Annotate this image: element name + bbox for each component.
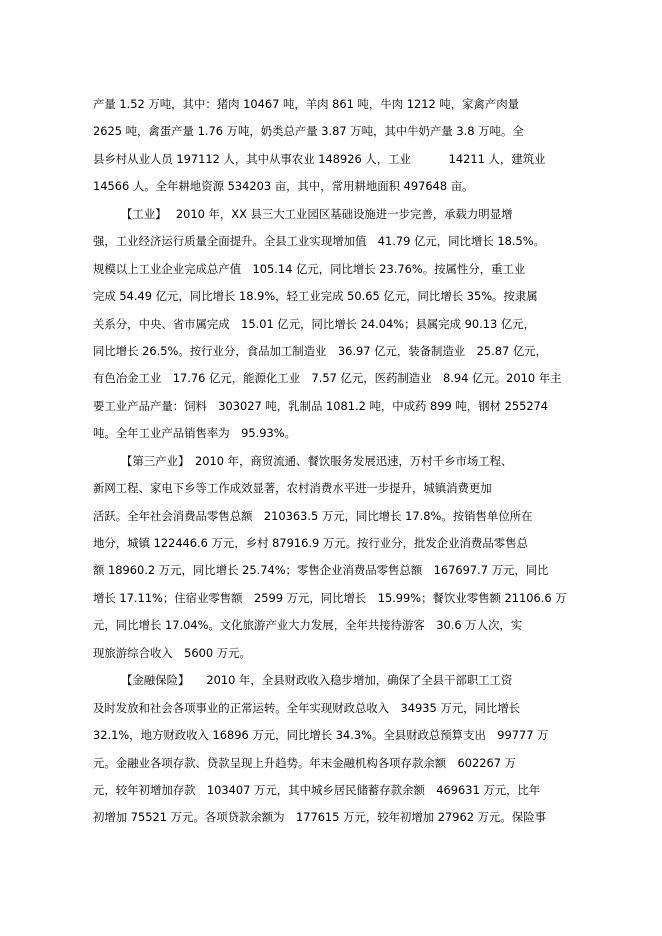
document-body <box>93 94 573 835</box>
paragraph-industry <box>93 204 573 451</box>
text-line: 初增加 75521 万元。各项贷款余额为 177615 万元，较年初增加 27962 万元。保险事 <box>93 810 546 825</box>
paragraph-finance-insurance <box>93 670 573 835</box>
text-line: 2625 吨，禽蛋产量 1.76 万吨，奶类总产量 3.87 万吨，其中牛奶产量 3.8 万吨。全 <box>93 124 524 139</box>
text-line: 额 18960.2 万元，同比增长 25.74%；零售企业消费品零售总额 167697.7 万元，同比 <box>93 563 549 578</box>
text-line: 吨。全年工业产品销售率为 95.93%。 <box>93 426 296 441</box>
text-line: 关系分，中央、省市属完成 15.01 亿元，同比增长 24.04%；县属完成 90.13 亿元， <box>93 316 536 331</box>
text-line: 【第三产业】 2010 年，商贸流通、餐饮服务发展迅速，万村千乡市场工程、 <box>121 453 513 468</box>
text-line: 元，同比增长 17.04%。文化旅游产业大力发展，全年共接待游客 30.6 万人次，实 <box>93 618 523 633</box>
text-line: 地分，城镇 122446.6 万元，乡村 87916.9 万元。按行业分，批发企业消费品零售总 <box>93 536 528 550</box>
text-line: 县乡村从业人员 197112 人，其中从事农业 148926 人，工业 14211 人，建筑业 <box>93 151 546 166</box>
text-line: 元，较年初增加存款 103407 万元，其中城乡居民储蓄存款余额 469631 万元，比年 <box>93 782 541 797</box>
paragraph-agriculture-continuation <box>93 94 573 204</box>
text-line: 32.1%，地方财政收入 16896 万元，同比增长 34.3%。全县财政总预算支出 99777 万 <box>93 728 549 743</box>
text-line: 规模以上工业企业完成总产值 105.14 亿元，同比增长 23.76%。按属性分，重工业 <box>93 261 526 276</box>
text-line: 要工业产品产量：饲料 303027 吨，乳制品 1081.2 吨，中成药 899 吨，钢材 255274 <box>93 398 549 413</box>
text-line: 元。金融业各项存款、贷款呈现上升趋势。年末金融机构各项存款余额 602267 万 <box>93 755 516 770</box>
document-page <box>93 94 573 835</box>
text-line: 产量 1.52 万吨，其中：猪肉 10467 吨，羊肉 861 吨，牛肉 1212 吨，家禽产肉量 <box>93 97 520 111</box>
text-line: 现旅游综合收入 5600 万元。 <box>93 645 251 660</box>
text-line: 有色冶金工业 17.76 亿元，能源化工业 7.57 亿元，医药制造业 8.94 亿元。2010 年主 <box>93 371 562 386</box>
text-line: 14566 人。全年耕地资源 534203 亩，其中，常用耕地面积 497648 亩。 <box>93 179 474 194</box>
text-line: 活跃。全年社会消费品零售总额 210363.5 万元，同比增长 17.8%。按销售单位所在 <box>93 508 533 523</box>
text-line: 同比增长 26.5%。按行业分，食品加工制造业 36.97 亿元，装备制造业 25.87 亿元， <box>93 343 547 358</box>
text-line: 完成 54.49 亿元，同比增长 18.9%，轻工业完成 50.65 亿元，同比增长 35%。按隶属 <box>93 289 538 304</box>
text-line: 【工业】 2010 年，XX 县三大工业园区基础设施进一步完善，承载力明显增 <box>121 206 513 221</box>
paragraph-tertiary-industry <box>93 451 573 671</box>
text-line: 及时发放和社会各项事业的正常运转。全年实现财政总收入 34935 万元，同比增长 <box>93 700 521 715</box>
text-line: 增长 17.11%；住宿业零售额 2599 万元，同比增长 15.99%；餐饮业零售额 21106.6 万 <box>93 590 567 605</box>
text-line: 【金融保险】 2010 年，全县财政收入稳步增加，确保了全县干部职工工资 <box>121 673 513 688</box>
text-line: 新网工程、家电下乡等工作成效显著，农村消费水平进一步提升，城镇消费更加 <box>93 481 492 496</box>
text-line: 强，工业经济运行质量全面提升。全县工业实现增加值 41.79 亿元，同比增长 18.5%。 <box>93 234 545 249</box>
